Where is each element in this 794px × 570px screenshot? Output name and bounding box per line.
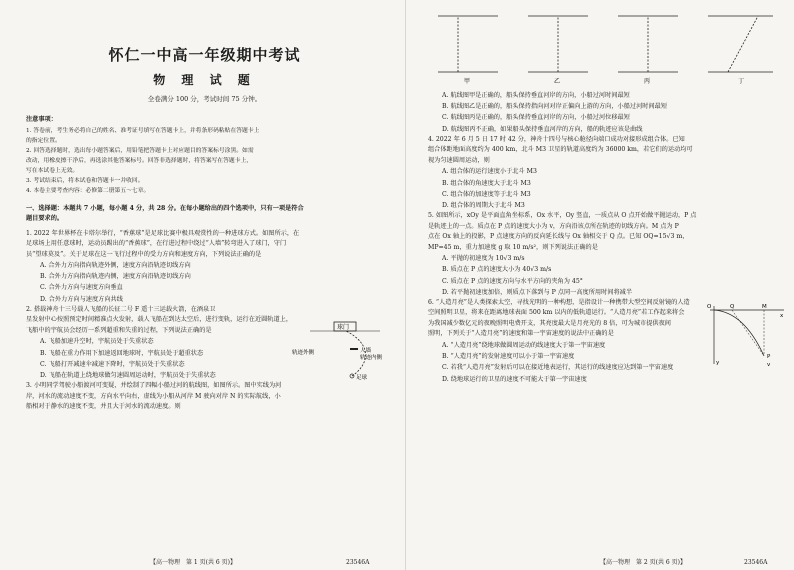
question-text: 点在 Ox 轴上的投影，P 点速度方向的反向延长线与 Ox 轴相交于 Q 点。已知 OQ=15√3 m，	[428, 233, 689, 241]
question-text: 员“望球莫及”。关于足球在这一飞行过程中的受力方向和速度方向，下列说法正确的是	[26, 250, 262, 258]
figure-label: 甲	[464, 78, 471, 85]
question-5	[428, 211, 782, 298]
exam-subtitle: 物 理 试 题	[153, 73, 256, 87]
question-text: 足球场上用任意球时，运动员踢出的“香蕉球”，在行进过程中绕过“人墙”转弯进入了球门，守门	[26, 240, 287, 247]
option-d: D. 航线图丙不正确，如果船头保持垂直河岸的方向，船的轨迹应该是曲线	[442, 125, 643, 133]
page-2-footer: 【高一物理 第 2 页(共 6 页)】	[600, 559, 686, 566]
goal-label: 球门	[337, 324, 350, 331]
question-text: 空间照明卫星，将来在距离地球表面 500 km 以内的低轨道运行。“人造月亮”若工作起来将会	[428, 309, 685, 317]
river-crossing-figures	[428, 6, 788, 86]
question-text: 3. 小明同学驾驶小船渡河可变疑，并绘制了四幅小船过河的航线图，如图所示。图中实线为河	[26, 382, 282, 390]
option-a: A. 航线图甲是正确的，船头保持垂直河岸的方向，小船过河时间最短	[442, 92, 630, 99]
question-1	[26, 229, 383, 305]
section-1-heading-cont: 题目要求的。	[26, 215, 64, 222]
option-d: D. 组合体的周期大于北斗 M3	[442, 201, 525, 209]
figure-label: 丙	[644, 78, 651, 85]
label-p: P	[767, 354, 771, 360]
option-a: A. 组合体的运行速度小于北斗 M3	[442, 168, 537, 176]
option-d: D. 飞船在轨道上绕地球做匀速圆周运动时，宇航员处于失重状态	[40, 371, 216, 379]
notes-title: 注意事项：	[26, 116, 57, 123]
question-text: 4. 2022 年 6 月 5 日 17 时 42 分，神舟十四号与核心舱径向端口成功对接形成组合体。已知	[428, 135, 685, 143]
tangent-line	[732, 310, 764, 356]
exam-meta: 全卷满分 100 分，考试时间 75 分钟。	[147, 95, 262, 103]
option-c: C. 合外力方向与速度方向垂直	[40, 284, 123, 292]
option-b: B. 组合体的角速度大于北斗 M3	[442, 179, 531, 187]
inner-label: 轨迹内侧	[360, 355, 383, 361]
figure-ding	[708, 16, 773, 85]
human-wall	[350, 348, 358, 350]
note-line: 写在本试卷上无效。	[26, 167, 79, 174]
option-c: C. 航线图丙是正确的，船头保持垂直河岸的方向，小船过河位移最短	[442, 114, 630, 122]
question-text: 组合体距地面高度约为 400 km，北斗 M3 卫星的轨道高度约为 36000 km，若它们的运动均可	[428, 146, 693, 154]
projectile-figure	[704, 300, 788, 368]
exam-title: 怀仁一中高一年级期中考试	[108, 46, 301, 64]
option-c: C. 若我“人造月亮”发射后可以在接近地表运行，其运行的线速度应达到第一宇宙速度	[442, 364, 674, 372]
page-1-code: 23546A	[346, 559, 370, 566]
page-2-code: 23546A	[744, 559, 768, 566]
option-c: C. 质点在 P 点的速度方向与水平方向的夹角为 45°	[442, 277, 583, 285]
option-b: B. 合外力方向指向轨迹内侧，速度方向沿轨迹切线方向	[40, 273, 191, 281]
option-d: D. 若平抛初速度加倍，则质点下落到与 P 点同一高度所用时间将减半	[442, 288, 633, 296]
question-text: 飞船中的宇航员会经历一系列超重和失重的过程，下列说法正确的是	[26, 326, 212, 334]
option-b: B. 航线图乙是正确的，船头保持指向河对岸正偏向上游的方向，小船过河时间最短	[442, 103, 668, 111]
page-divider	[405, 0, 406, 570]
figure-jia	[438, 16, 498, 85]
option-c: C. 飞船打开减速伞减速下降时，宇航员处于失重状态	[40, 360, 185, 368]
ball-label: 足球	[356, 375, 368, 380]
label-m: M	[762, 304, 767, 310]
question-text: 1. 2022 年世界杯在卡塔尔举行，“香蕉球”是足球比赛中极具观赏性的一种进球方式。如图所示，在	[26, 229, 300, 237]
trajectory	[714, 310, 764, 356]
option-b: B. 质点在 P 点的速度大小为 40√3 m/s	[442, 266, 552, 274]
label-v: v	[767, 362, 771, 368]
wall-label: 人墙	[360, 348, 372, 354]
option-d: D. 合外力方向与速度方向共线	[40, 295, 123, 303]
page-2	[414, 0, 794, 570]
note-line: 的指定位置。	[26, 137, 61, 144]
option-a: A. 平抛的初速度为 10√3 m/s	[442, 255, 525, 263]
note-line: 2. 回答选择题时，选出每小题答案后，用铅笔把答题卡上对应题目的答案标号涂黑。如需	[26, 147, 254, 154]
note-line: 3. 考试结束后，将本试卷和答题卡一并收回。	[26, 177, 144, 184]
label-x: x	[780, 313, 784, 319]
option-b: B. 飞船在重力作用下加速返回地球时，宇航员处于超重状态	[40, 349, 204, 357]
label-y: y	[716, 360, 720, 366]
label-o: O	[707, 304, 712, 310]
note-line: 1. 答卷前，考生务必将自己的姓名、准考证号填写在答题卡上，并将条形码粘贴在答题卡上	[26, 127, 260, 134]
option-c: C. 组合体的加速度等于北斗 M3	[442, 190, 531, 198]
football-figure	[290, 318, 390, 380]
note-line: 改动，用橡皮擦干净后，再选涂其他答案标号。回答非选择题时，将答案写在答题卡上，	[26, 157, 253, 164]
page-1-footer: 【高一物理 第 1 页(共 6 页)】	[150, 559, 236, 566]
question-text: 2. 搭载神舟十三号载人飞船的长征二号 F 遥十三运载火箭，在酒泉卫	[26, 305, 216, 313]
notes-block	[26, 126, 383, 196]
question-text: 5. 如图所示，xOy 是平面直角坐标系，Ox 水平，Oy 竖直，一质点从 O 点开始做平抛运动，P 点	[428, 212, 697, 220]
figure-label: 乙	[554, 78, 561, 85]
label-q: Q	[730, 304, 735, 310]
option-a: A. “人造月亮”绕地球做圆周运动的线速度大于第一宇宙速度	[442, 341, 606, 349]
outer-label: 轨迹外侧	[292, 350, 315, 356]
option-b: B. “人造月亮”的发射速度可以小于第一宇宙速度	[442, 353, 575, 361]
option-d: D. 绕地球运行的卫星的速度不可能大于第一宇宙速度	[442, 375, 587, 383]
question-3	[26, 381, 383, 413]
question-text: 为我国减少数亿元的夜晚照明电费开支，其亮度最大是月亮光的 8 倍，可为城市提供夜间	[428, 319, 671, 327]
question-4	[428, 135, 782, 211]
question-text: 是轨迹上的一点。质点在 P 点的速度大小为 v，方向沿该点所在轨迹的切线方向。M 点为 P	[428, 222, 679, 230]
figure-bing	[618, 16, 678, 85]
section-1-heading: 一、选择题：本题共 7 小题，每小题 4 分，共 28 分。在每小题给出的四个选项中，只有一项是符合	[26, 204, 304, 212]
note-line: 4. 本卷主要考查内容：必修第二册第五～七章。	[26, 187, 150, 194]
option-a: A. 合外力方向指向轨迹外侧，速度方向沿轨迹切线方向	[40, 262, 191, 269]
question-3-options	[428, 90, 782, 135]
question-text: 6. “人造月亮”是人类探索太空，寻找光明的一种构想，是指设计一种携带大型空间反射镜的人造	[428, 298, 690, 306]
question-text: MP=45 m，重力加速度 g 取 10 m/s²，则下列说法正确的是	[428, 243, 598, 251]
option-a: A. 飞船加速升空时，宇航员处于失重状态	[40, 338, 154, 346]
question-text: 视为匀速圆周运动，则	[428, 156, 490, 164]
question-text: 岸，河水的流动速度不变，方向水平向右，虚线为小船从河岸 M 驶向对岸 N 的实际航线，小	[26, 392, 281, 400]
question-text: 星发射中心按照预定时间精准点火发射，载人飞船在到达太空后，进行变轨，运行在近圆轨道上，	[26, 316, 293, 324]
question-text: 船相对于静水的速度不变，并且大于河水的流动速度。则	[26, 403, 181, 411]
question-text: 照明，下列关于“人造月亮”的速度和第一宇宙速度的说法中正确的是	[428, 330, 614, 338]
figure-yi	[528, 16, 588, 85]
figure-label: 丁	[738, 78, 745, 85]
